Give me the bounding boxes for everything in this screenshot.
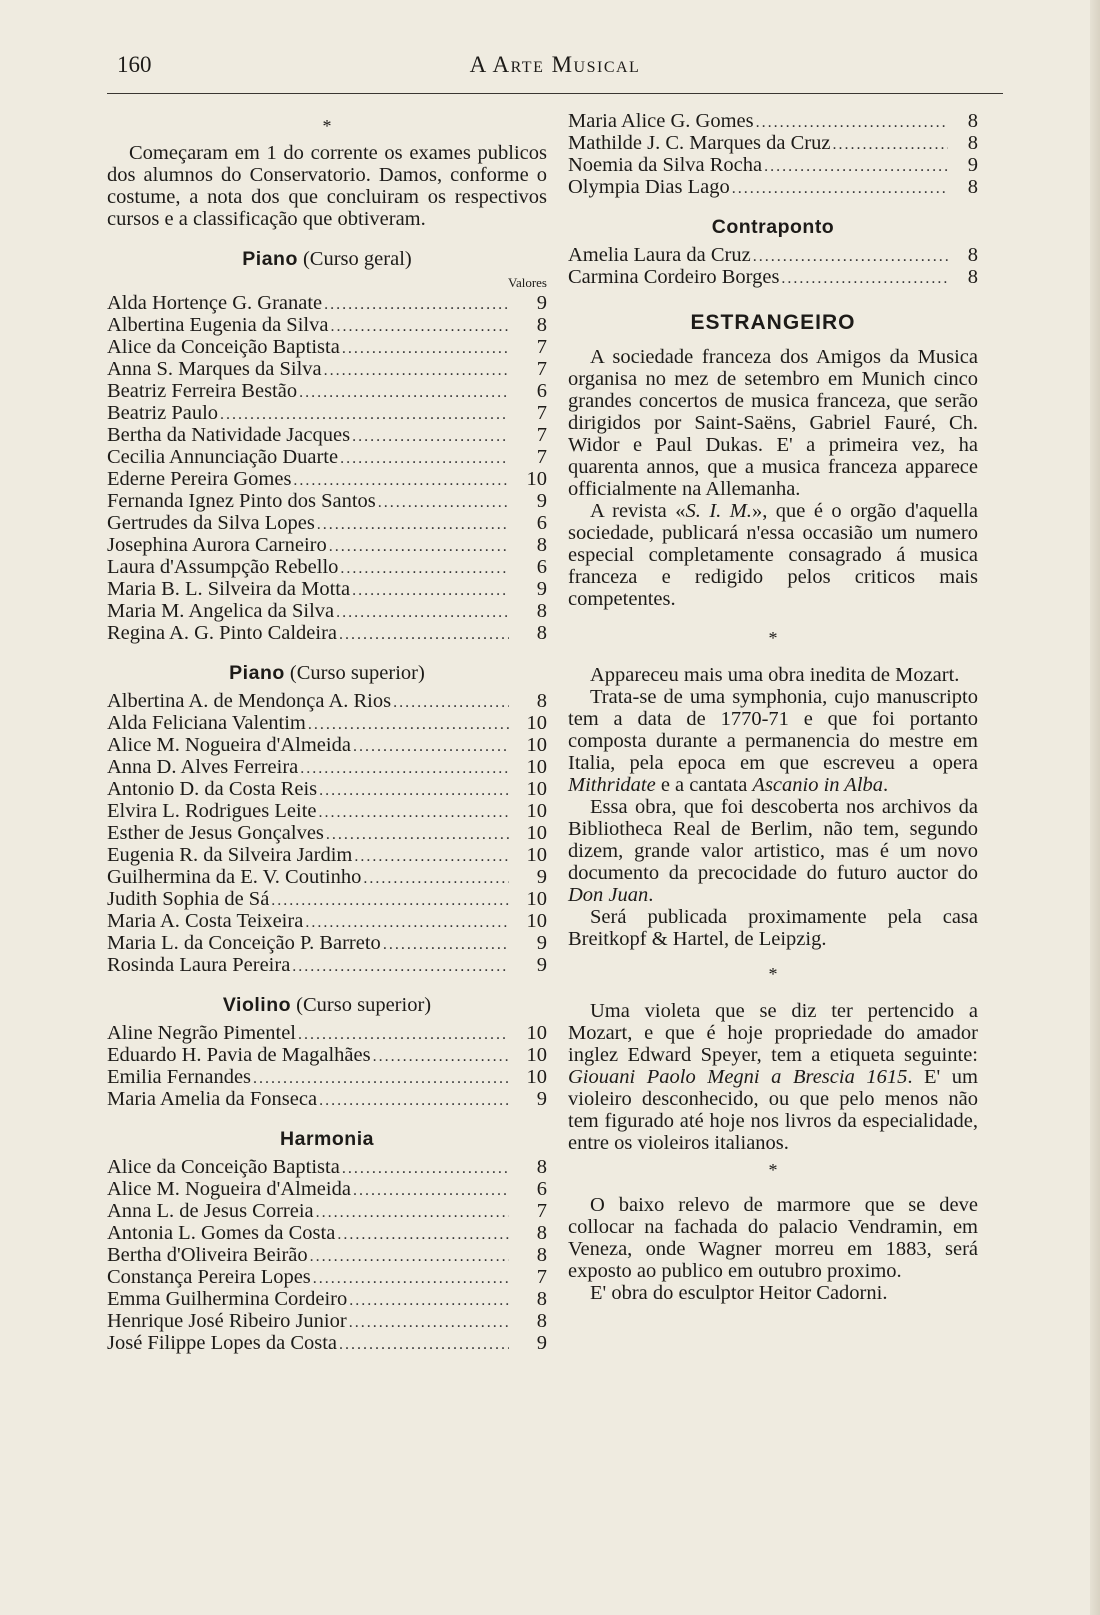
intro-paragraph: Começaram em 1 do corrente os exames publicos dos alumnos do Conservatorio. Damos, conforme o costume, a nota dos que concluiram os respectivos cursos e a classificação que obtiveram. bbox=[107, 142, 547, 230]
student-name: Regina A. G. Pinto Caldeira bbox=[107, 622, 338, 644]
student-name: Albertina A. de Mendonça A. Rios bbox=[107, 690, 392, 712]
score-value: 6 bbox=[536, 512, 547, 534]
list-item bbox=[107, 1288, 547, 1310]
list-item bbox=[107, 844, 547, 866]
score-value: 10 bbox=[526, 844, 547, 866]
score-value: 10 bbox=[526, 800, 547, 822]
heading-subtitle: (Curso superior) bbox=[289, 662, 425, 684]
student-name: Maria A. Costa Teixeira bbox=[107, 910, 304, 932]
list-item bbox=[107, 314, 547, 336]
score-value: 10 bbox=[526, 756, 547, 778]
score-value: 8 bbox=[967, 110, 978, 132]
list-item bbox=[107, 446, 547, 468]
score-value: 10 bbox=[526, 822, 547, 844]
list-item bbox=[107, 1200, 547, 1222]
student-name: Maria L. da Conceição P. Barreto bbox=[107, 932, 381, 954]
score-value: 9 bbox=[536, 490, 547, 512]
heading-title: ESTRANGEIRO bbox=[690, 311, 856, 334]
list-item bbox=[107, 556, 547, 578]
leader-dots bbox=[292, 956, 509, 978]
leader-dots bbox=[349, 1312, 509, 1334]
leader-dots bbox=[220, 404, 509, 426]
page-number: 160 bbox=[117, 52, 152, 77]
text-run: . E' um violeiro desconhecido, ou que pelo menos não tem figurado até hoje nos livros da especialidade, entre os violeiros italianos. bbox=[568, 1066, 978, 1154]
leader-dots bbox=[253, 1068, 509, 1090]
leader-dots bbox=[340, 558, 509, 580]
student-name: Anna D. Alves Ferreira bbox=[107, 756, 299, 778]
list-item bbox=[107, 336, 547, 358]
list-item bbox=[107, 1332, 547, 1354]
score-value: 10 bbox=[526, 1022, 547, 1044]
section-asterisk: * bbox=[322, 116, 332, 136]
leader-dots bbox=[319, 1090, 509, 1112]
leader-dots bbox=[383, 934, 509, 956]
leader-dots bbox=[732, 178, 948, 200]
section-heading-violino bbox=[107, 994, 547, 1016]
student-name: Alice M. Nogueira d'Almeida bbox=[107, 1178, 351, 1200]
list-harmonia-continued bbox=[568, 110, 978, 198]
score-value: 8 bbox=[536, 622, 547, 644]
heading-title: Harmonia bbox=[280, 1128, 374, 1150]
leader-dots bbox=[756, 112, 948, 134]
student-name: Beatriz Ferreira Bestão bbox=[107, 380, 298, 402]
student-name: Noemia da Silva Rocha bbox=[568, 154, 763, 176]
mozart-paragraph-4: Será publicada proximamente pela casa Breitkopf & Hartel, de Leipzig. bbox=[568, 906, 978, 950]
student-name: Alda Feliciana Valentim bbox=[107, 712, 306, 734]
list-violino bbox=[107, 1022, 547, 1110]
student-name: Cecilia Annunciação Duarte bbox=[107, 446, 339, 468]
list-item bbox=[107, 756, 547, 778]
list-item bbox=[568, 110, 978, 132]
list-item bbox=[568, 244, 978, 266]
student-name: Laura d'Assumpção Rebello bbox=[107, 556, 339, 578]
italic-run: Mithridate bbox=[568, 774, 656, 796]
leader-dots bbox=[317, 514, 509, 536]
student-name: Fernanda Ignez Pinto dos Santos bbox=[107, 490, 376, 512]
student-name: José Filippe Lopes da Costa bbox=[107, 1332, 338, 1354]
student-name: Esther de Jesus Gonçalves bbox=[107, 822, 324, 844]
score-value: 9 bbox=[536, 1332, 547, 1354]
text-run: e a cantata bbox=[655, 774, 753, 796]
list-item bbox=[107, 1310, 547, 1332]
leader-dots bbox=[352, 426, 509, 448]
list-item bbox=[107, 1244, 547, 1266]
score-value: 8 bbox=[967, 266, 978, 288]
score-value: 7 bbox=[536, 336, 547, 358]
leader-dots bbox=[339, 1334, 509, 1356]
student-name: Josephina Aurora Carneiro bbox=[107, 534, 327, 556]
journal-title: A Arte Musical bbox=[469, 52, 641, 77]
list-item bbox=[107, 1066, 547, 1088]
list-item bbox=[107, 800, 547, 822]
leader-dots bbox=[308, 714, 509, 736]
score-value: 8 bbox=[967, 132, 978, 154]
student-name: Maria M. Angelica da Silva bbox=[107, 600, 335, 622]
score-value: 10 bbox=[526, 888, 547, 910]
list-item bbox=[107, 866, 547, 888]
student-name: Alice da Conceição Baptista bbox=[107, 1156, 340, 1178]
list-piano-superior bbox=[107, 690, 547, 976]
leader-dots bbox=[329, 536, 509, 558]
leader-dots bbox=[324, 360, 509, 382]
leader-dots bbox=[298, 1024, 509, 1046]
mozart-paragraph-3 bbox=[568, 796, 978, 906]
list-item bbox=[107, 778, 547, 800]
list-piano-geral bbox=[107, 292, 547, 644]
student-name: Antonio D. da Costa Reis bbox=[107, 778, 318, 800]
student-name: Guilhermina da E. V. Coutinho bbox=[107, 866, 362, 888]
leader-dots bbox=[363, 868, 509, 890]
mozart-paragraph-1: Appareceu mais uma obra inedita de Mozart. bbox=[590, 664, 960, 686]
score-value: 9 bbox=[536, 578, 547, 600]
score-value: 8 bbox=[536, 1244, 547, 1266]
section-asterisk: * bbox=[768, 1160, 778, 1180]
header-rule bbox=[107, 93, 1003, 94]
score-value: 8 bbox=[536, 600, 547, 622]
student-name: Anna S. Marques da Silva bbox=[107, 358, 322, 380]
list-item bbox=[107, 578, 547, 600]
student-name: Emma Guilhermina Cordeiro bbox=[107, 1288, 348, 1310]
text-run: A revista « bbox=[590, 500, 686, 522]
section-heading-harmonia bbox=[107, 1128, 547, 1150]
estrangeiro-paragraph-2 bbox=[568, 500, 978, 610]
score-value: 10 bbox=[526, 468, 547, 490]
list-item bbox=[107, 292, 547, 314]
leader-dots bbox=[342, 338, 509, 360]
list-item bbox=[107, 1156, 547, 1178]
list-item bbox=[107, 380, 547, 402]
score-value: 10 bbox=[526, 734, 547, 756]
student-name: Elvira L. Rodrigues Leite bbox=[107, 800, 317, 822]
student-name: Bertha da Natividade Jacques bbox=[107, 424, 351, 446]
list-item bbox=[568, 266, 978, 288]
leader-dots bbox=[353, 736, 509, 758]
leader-dots bbox=[293, 470, 509, 492]
leader-dots bbox=[378, 492, 509, 514]
leader-dots bbox=[764, 156, 948, 178]
list-item bbox=[107, 424, 547, 446]
heading-title: Contraponto bbox=[711, 216, 835, 238]
list-item bbox=[568, 132, 978, 154]
list-item bbox=[107, 910, 547, 932]
student-name: Anna L. de Jesus Correia bbox=[107, 1200, 314, 1222]
score-value: 6 bbox=[536, 556, 547, 578]
section-heading-contraponto bbox=[568, 216, 978, 238]
violeta-paragraph bbox=[568, 1000, 978, 1154]
student-name: Emilia Fernandes bbox=[107, 1066, 252, 1088]
list-item bbox=[107, 1222, 547, 1244]
leader-dots bbox=[753, 246, 948, 268]
list-item bbox=[107, 1044, 547, 1066]
student-name: Maria Alice G. Gomes bbox=[568, 110, 754, 132]
italic-run: Giouani Paolo Megni a Brescia 1615 bbox=[568, 1066, 908, 1088]
leader-dots bbox=[781, 268, 948, 290]
leader-dots bbox=[310, 1246, 509, 1268]
leader-dots bbox=[326, 824, 509, 846]
student-name: Alice M. Nogueira d'Almeida bbox=[107, 734, 351, 756]
score-value: 6 bbox=[536, 1178, 547, 1200]
score-value: 7 bbox=[536, 424, 547, 446]
score-value: 9 bbox=[536, 1088, 547, 1110]
student-name: Mathilde J. C. Marques da Cruz bbox=[568, 132, 831, 154]
leader-dots bbox=[299, 382, 509, 404]
list-item bbox=[568, 154, 978, 176]
score-value: 7 bbox=[536, 446, 547, 468]
list-item bbox=[107, 468, 547, 490]
score-value: 8 bbox=[536, 1288, 547, 1310]
list-item bbox=[107, 932, 547, 954]
student-name: Antonia L. Gomes da Costa bbox=[107, 1222, 336, 1244]
estrangeiro-paragraph-1: A sociedade franceza dos Amigos da Musica organisa no mez de setembro em Munich cinco grandes concertos de musica franceza, que serão dirigidos por Saint-Saëns, Gabriel Fauré, Ch. Widor e Paul Dukas. E' a primeira vez, ha quarenta annos, que a musica franceza apparece officialmente na Allemanha. bbox=[568, 346, 978, 500]
list-item bbox=[107, 734, 547, 756]
leader-dots bbox=[354, 846, 509, 868]
heading-title: Piano bbox=[229, 662, 285, 684]
heading-subtitle: (Curso geral) bbox=[302, 248, 412, 270]
list-item bbox=[107, 512, 547, 534]
score-value: 8 bbox=[536, 690, 547, 712]
list-item bbox=[107, 490, 547, 512]
leader-dots bbox=[330, 316, 509, 338]
list-item bbox=[107, 402, 547, 424]
score-value: 10 bbox=[526, 1044, 547, 1066]
italic-run: Don Juan bbox=[568, 884, 649, 906]
leader-dots bbox=[340, 448, 509, 470]
student-name: Constança Pereira Lopes bbox=[107, 1266, 311, 1288]
score-value: 8 bbox=[967, 176, 978, 198]
student-name: Rosinda Laura Pereira bbox=[107, 954, 291, 976]
list-item bbox=[107, 1022, 547, 1044]
leader-dots bbox=[319, 780, 509, 802]
student-name: Alda Hortençe G. Granate bbox=[107, 292, 323, 314]
score-value: 10 bbox=[526, 1066, 547, 1088]
leader-dots bbox=[305, 912, 509, 934]
score-value: 7 bbox=[536, 402, 547, 424]
section-heading-estrangeiro bbox=[568, 312, 978, 334]
student-name: Eugenia R. da Silveira Jardim bbox=[107, 844, 353, 866]
student-name: Henrique José Ribeiro Junior bbox=[107, 1310, 347, 1332]
leader-dots bbox=[313, 1268, 509, 1290]
text-run: Essa obra, que foi descoberta nos archivos da Bibliotheca Real de Berlim, não tem, segundo dizem, grande valor artistico, mas é um novo documento da precocidade do futuro auctor do bbox=[568, 796, 978, 884]
student-name: Ederne Pereira Gomes bbox=[107, 468, 292, 490]
student-name: Carmina Cordeiro Borges bbox=[568, 266, 780, 288]
section-asterisk: * bbox=[768, 964, 778, 984]
text-run: Uma violeta que se diz ter pertencido a Mozart, e que é hoje propriedade do amador inglez Edward Speyer, tem a etiqueta seguinte: bbox=[568, 1000, 978, 1066]
score-value: 7 bbox=[536, 1266, 547, 1288]
score-value: 9 bbox=[536, 292, 547, 314]
list-item bbox=[107, 622, 547, 644]
leader-dots bbox=[373, 1046, 509, 1068]
relevo-paragraph-1: O baixo relevo de marmore que se deve collocar na fachada do palacio Vendramin, em Veneza, onde Wagner morreu em 1883, será exposto ao publico em outubro proximo. bbox=[568, 1194, 978, 1282]
list-item bbox=[107, 822, 547, 844]
leader-dots bbox=[337, 1224, 509, 1246]
heading-title: Piano bbox=[242, 248, 298, 270]
heading-subtitle: (Curso superior) bbox=[296, 994, 432, 1016]
score-value: 8 bbox=[536, 534, 547, 556]
section-asterisk: * bbox=[768, 628, 778, 648]
section-heading-piano-geral bbox=[107, 248, 547, 270]
score-value: 6 bbox=[536, 380, 547, 402]
score-value: 9 bbox=[967, 154, 978, 176]
student-name: Maria B. L. Silveira da Motta bbox=[107, 578, 351, 600]
student-name: Alice da Conceição Baptista bbox=[107, 336, 340, 358]
leader-dots bbox=[342, 1158, 509, 1180]
text-run: . bbox=[883, 774, 889, 796]
score-value: 7 bbox=[536, 1200, 547, 1222]
score-value: 8 bbox=[536, 1156, 547, 1178]
student-name: Judith Sophia de Sá bbox=[107, 888, 270, 910]
list-item bbox=[568, 176, 978, 198]
text-run: Trata-se de uma symphonia, cujo manuscripto tem a data de 1770-71 e que foi portanto composta durante a permanencia do mestre em Italia, pela epoca em que escreveu a opera bbox=[568, 686, 978, 774]
right-column bbox=[568, 110, 978, 1304]
left-column bbox=[107, 110, 547, 1354]
text-run: », que é o orgão d'aquella sociedade, publicará n'essa occasião um numero especial completamente consagrado á musica franceza e redigido pelos criticos mais competentes. bbox=[568, 500, 978, 610]
score-value: 9 bbox=[536, 866, 547, 888]
section-heading-piano-superior bbox=[107, 662, 547, 684]
italic-run: Ascanio in Alba bbox=[752, 774, 884, 796]
leader-dots bbox=[353, 1180, 509, 1202]
score-value: 9 bbox=[536, 954, 547, 976]
italic-run: S. I. M. bbox=[685, 500, 752, 522]
score-value: 10 bbox=[526, 778, 547, 800]
list-item bbox=[107, 534, 547, 556]
score-value: 8 bbox=[967, 244, 978, 266]
student-name: Gertrudes da Silva Lopes bbox=[107, 512, 315, 534]
list-item bbox=[107, 600, 547, 622]
leader-dots bbox=[316, 1202, 509, 1224]
list-item bbox=[107, 1178, 547, 1200]
leader-dots bbox=[339, 624, 509, 646]
score-value: 8 bbox=[536, 1222, 547, 1244]
student-name: Amelia Laura da Cruz bbox=[568, 244, 751, 266]
leader-dots bbox=[352, 580, 509, 602]
page-header bbox=[107, 50, 1003, 80]
student-name: Bertha d'Oliveira Beirão bbox=[107, 1244, 308, 1266]
score-value: 8 bbox=[536, 314, 547, 336]
leader-dots bbox=[271, 890, 509, 912]
list-harmonia bbox=[107, 1156, 547, 1354]
student-name: Maria Amelia da Fonseca bbox=[107, 1088, 318, 1110]
list-item bbox=[107, 1266, 547, 1288]
student-name: Aline Negrão Pimentel bbox=[107, 1022, 297, 1044]
leader-dots bbox=[324, 294, 509, 316]
leader-dots bbox=[349, 1290, 509, 1312]
list-item bbox=[107, 1088, 547, 1110]
score-value: 9 bbox=[536, 932, 547, 954]
heading-title: Violino bbox=[222, 994, 292, 1016]
text-run: . bbox=[648, 884, 654, 906]
score-value: 10 bbox=[526, 712, 547, 734]
student-name: Olympia Dias Lago bbox=[568, 176, 730, 198]
list-item bbox=[107, 358, 547, 380]
score-value: 8 bbox=[536, 1310, 547, 1332]
list-contraponto bbox=[568, 244, 978, 288]
student-name: Eduardo H. Pavia de Magalhães bbox=[107, 1044, 371, 1066]
student-name: Albertina Eugenia da Silva bbox=[107, 314, 329, 336]
mozart-paragraph-2 bbox=[568, 686, 978, 796]
list-item bbox=[107, 954, 547, 976]
relevo-paragraph-2: E' obra do esculptor Heitor Cadorni. bbox=[590, 1282, 888, 1304]
list-item bbox=[107, 690, 547, 712]
leader-dots bbox=[393, 692, 509, 714]
valores-label: Valores bbox=[508, 275, 547, 290]
page-edge bbox=[1090, 0, 1100, 1615]
score-value: 10 bbox=[526, 910, 547, 932]
score-value: 7 bbox=[536, 358, 547, 380]
leader-dots bbox=[319, 802, 510, 824]
student-name: Beatriz Paulo bbox=[107, 402, 219, 424]
list-item bbox=[107, 712, 547, 734]
leader-dots bbox=[300, 758, 509, 780]
leader-dots bbox=[336, 602, 509, 624]
list-item bbox=[107, 888, 547, 910]
leader-dots bbox=[832, 134, 948, 156]
